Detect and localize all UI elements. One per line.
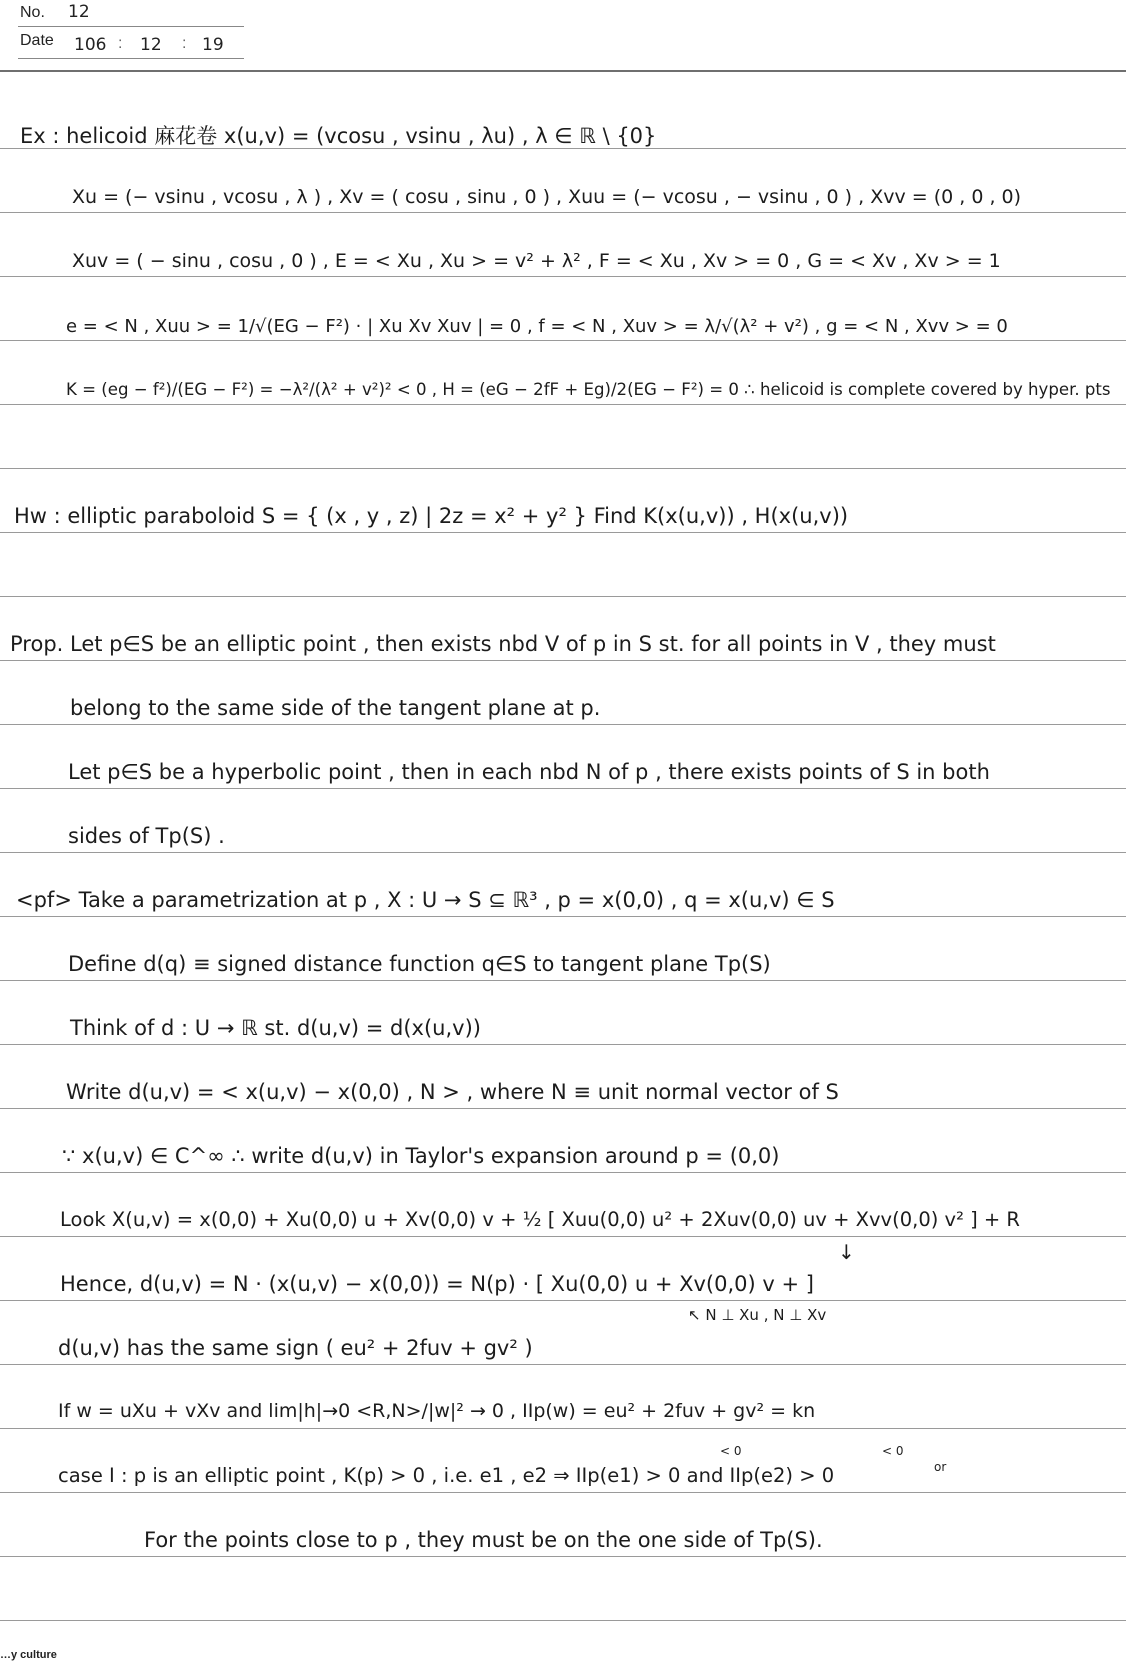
ruled-line bbox=[0, 788, 1126, 789]
no-label: No. bbox=[20, 4, 45, 21]
ruled-line bbox=[0, 916, 1126, 917]
date-sep-2: : bbox=[182, 35, 187, 52]
proposition-line-2: belong to the same side of the tangent plane at p. bbox=[70, 696, 601, 720]
header-rule bbox=[0, 70, 1126, 72]
proof-line-5: ∵ x(u,v) ∈ C^∞ ∴ write d(u,v) in Taylor's expansion around p = (0,0) bbox=[62, 1144, 780, 1168]
case-one-line: case I : p is an elliptic point , K(p) > 0 , i.e. e1 , e2 ⇒ IIp(e1) > 0 and IIp(e2) > 0 bbox=[58, 1464, 835, 1487]
no-underline bbox=[18, 26, 244, 27]
ruled-line bbox=[0, 1364, 1126, 1365]
ruled-line bbox=[0, 340, 1126, 341]
less-than-zero-note-1: < 0 bbox=[720, 1444, 742, 1458]
date-year: 106 bbox=[74, 35, 107, 55]
proof-line-4: Write d(u,v) = < x(u,v) − x(0,0) , N > , where N ≡ unit normal vector of S bbox=[66, 1080, 839, 1104]
ruled-line bbox=[0, 980, 1126, 981]
ruled-line bbox=[0, 468, 1126, 469]
or-note: or bbox=[934, 1460, 947, 1474]
conclusion-line: For the points close to p , they must be on the one side of Tp(S). bbox=[144, 1528, 823, 1552]
ruled-line bbox=[0, 212, 1126, 213]
ruled-line bbox=[0, 1044, 1126, 1045]
date-month: 12 bbox=[140, 35, 162, 55]
date-underline bbox=[18, 58, 244, 59]
less-than-zero-note-2: < 0 bbox=[882, 1444, 904, 1458]
ruled-line bbox=[0, 1236, 1126, 1237]
ruled-line bbox=[0, 1172, 1126, 1173]
no-value: 12 bbox=[68, 2, 90, 22]
second-form-line: If w = uXu + vXv and lim|h|→0 <R,N>/|w|² → 0 , IIp(w) = eu² + 2fuv + gv² = kn bbox=[58, 1400, 816, 1422]
date-label: Date bbox=[20, 32, 54, 49]
arrow-down: ↓ bbox=[838, 1240, 855, 1264]
ruled-line bbox=[0, 1300, 1126, 1301]
proposition-line-1: Prop. Let p∈S be an elliptic point , then exists nbd V of p in S st. for all points in V , they must bbox=[10, 632, 996, 656]
perpendicular-note: ↖ N ⊥ Xu , N ⊥ Xv bbox=[688, 1306, 827, 1324]
date-sep-1: : bbox=[118, 35, 123, 52]
ruled-line bbox=[0, 404, 1126, 405]
proposition-line-3: Let p∈S be a hyperbolic point , then in each nbd N of p , there exists points of S in both bbox=[68, 760, 990, 784]
derivatives-line: Xu = (− vsinu , vcosu , λ ) , Xv = ( cosu , sinu , 0 ) , Xuu = (− vcosu , − vsinu , 0 ) , Xvv = (0 , 0 , 0) bbox=[72, 186, 1022, 208]
example-helicoid-line: Ex : helicoid 麻花卷 x(u,v) = (vcosu , vsinu , λu) , λ ∈ ℝ \ {0} bbox=[20, 124, 657, 148]
ruled-line bbox=[0, 1492, 1126, 1493]
proof-line-1: <pf> Take a parametrization at p , X : U → S ⊆ ℝ³ , p = x(0,0) , q = x(u,v) ∈ S bbox=[16, 888, 835, 912]
taylor-expansion-line: Look X(u,v) = x(0,0) + Xu(0,0) u + Xv(0,0) v + ½ [ Xuu(0,0) u² + 2Xuv(0,0) uv + Xvv(0,0) v² ] + R bbox=[60, 1208, 1020, 1231]
curvature-line: K = (eg − f²)/(EG − F²) = −λ²/(λ² + v²)² < 0 , H = (eG − 2fF + Eg)/2(EG − F²) = 0 ∴ helicoid is complete covered by hyper. pts bbox=[66, 380, 1111, 400]
date-day: 19 bbox=[202, 35, 224, 55]
ruled-line bbox=[0, 724, 1126, 725]
ruled-line bbox=[0, 852, 1126, 853]
distance-expansion-line: Hence, d(u,v) = N · (x(u,v) − x(0,0)) = N(p) · [ Xu(0,0) u + Xv(0,0) v + ] bbox=[60, 1272, 814, 1296]
ruled-line bbox=[0, 1556, 1126, 1557]
ruled-line bbox=[0, 532, 1126, 533]
proof-line-2: Define d(q) ≡ signed distance function q∈S to tangent plane Tp(S) bbox=[68, 952, 771, 976]
ruled-line bbox=[0, 660, 1126, 661]
ruled-line bbox=[0, 596, 1126, 597]
sign-line: d(u,v) has the same sign ( eu² + 2fuv + gv² ) bbox=[58, 1336, 533, 1360]
fundamental-form-2-line: e = < N , Xuu > = 1/√(EG − F²) · | Xu Xv Xuv | = 0 , f = < N , Xuv > = λ/√(λ² + v²) , g = < N , Xvv > = 0 bbox=[66, 316, 1008, 337]
ruled-line bbox=[0, 276, 1126, 277]
ruled-line bbox=[0, 1428, 1126, 1429]
ruled-line bbox=[0, 1108, 1126, 1109]
proof-line-3: Think of d : U → ℝ st. d(u,v) = d(x(u,v)) bbox=[70, 1016, 481, 1040]
ruled-line bbox=[0, 1620, 1126, 1621]
fundamental-form-1-line: Xuv = ( − sinu , cosu , 0 ) , E = < Xu , Xu > = v² + λ² , F = < Xu , Xv > = 0 , G = < Xv , Xv > = 1 bbox=[72, 250, 1001, 272]
proposition-line-4: sides of Tp(S) . bbox=[68, 824, 225, 848]
footer-brand: …y culture bbox=[0, 1649, 57, 1661]
homework-line: Hw : elliptic paraboloid S = { (x , y , z) | 2z = x² + y² } Find K(x(u,v)) , H(x(u,v)) bbox=[14, 504, 849, 528]
